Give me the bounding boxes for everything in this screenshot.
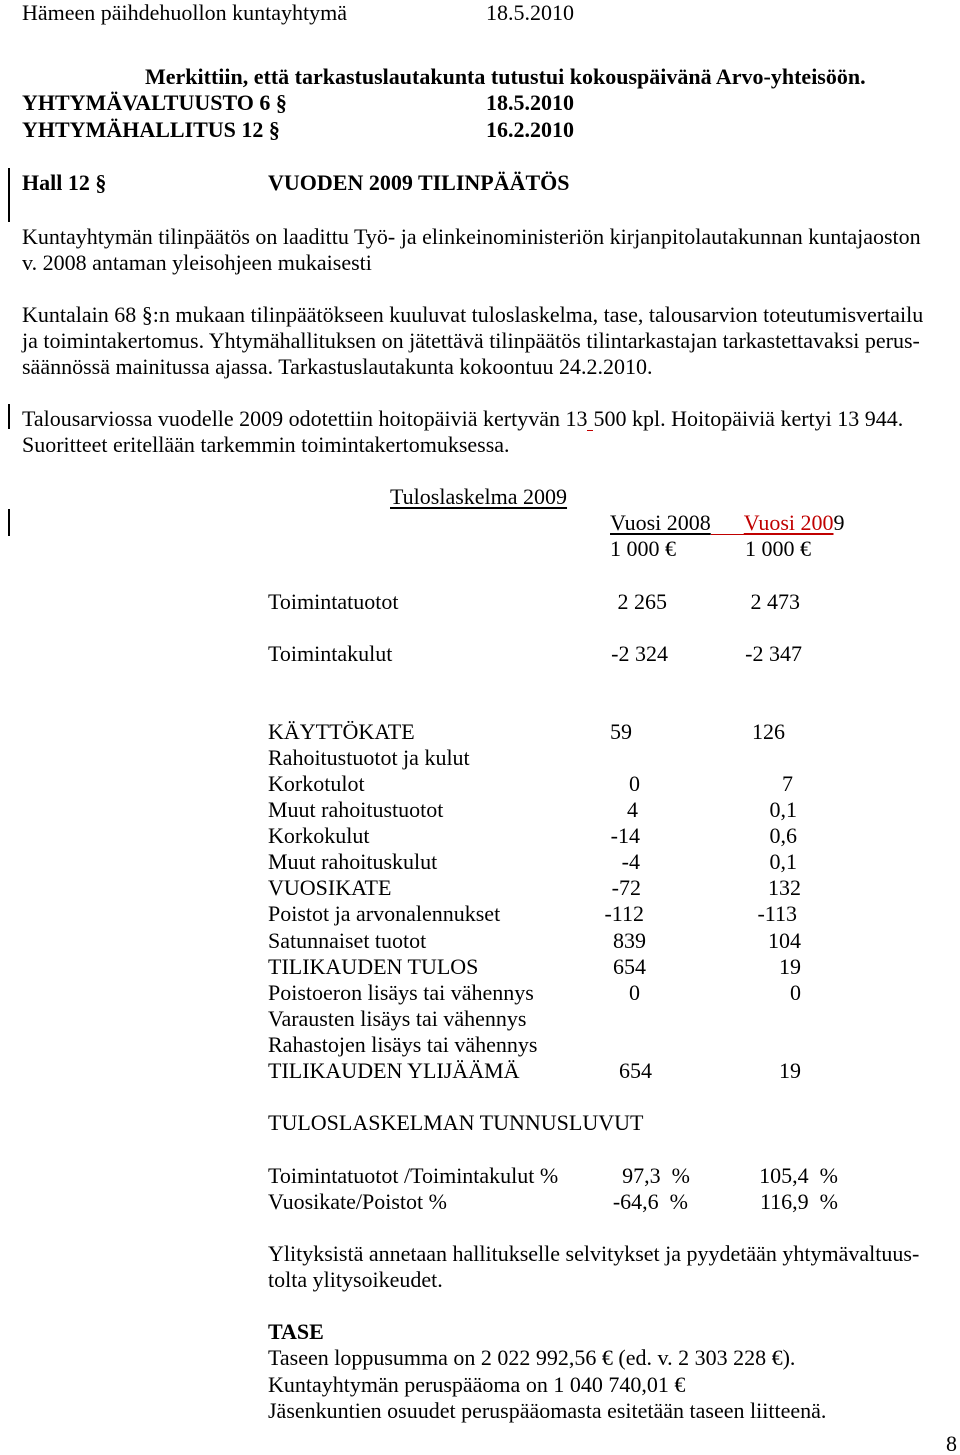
- paragraph-law-line: ja toimintakertomus. Yhtymähallituksen on jätettävä tilinpäätös tilintarkastajan tarkastettavaksi perus-: [22, 328, 920, 353]
- key-figure-2009: 105,4 %: [759, 1163, 838, 1188]
- change-bar: [8, 168, 10, 222]
- row-label: TILIKAUDEN YLIJÄÄMÄ: [268, 1058, 520, 1083]
- paragraph-care-days-line: Suoritteet eritellään tarkemmin toimintakertomuksessa.: [22, 432, 510, 457]
- income-statement-title: Tuloslaskelma 2009: [390, 484, 568, 509]
- care-days-text-after: 500 kpl. Hoitopäiviä kertyi 13 944.: [593, 406, 904, 431]
- key-figure-row: [0, 1189, 960, 1215]
- value-2009: 19: [779, 1058, 801, 1083]
- header-organization: Hämeen päihdehuollon kuntayhtymä: [22, 0, 348, 25]
- value-2009: 0: [790, 980, 801, 1005]
- table-row: [0, 928, 960, 954]
- value-2009: 2 473: [750, 589, 800, 614]
- table-row: [0, 954, 960, 980]
- row-label: TILIKAUDEN TULOS: [268, 954, 479, 979]
- balance-sheet-heading: TASE: [268, 1319, 324, 1344]
- key-figure-2008: -64,6 %: [612, 1189, 688, 1214]
- table-row: [0, 1058, 960, 1084]
- change-bar: [8, 509, 10, 536]
- column-unit-2009: 1 000 €: [745, 536, 811, 561]
- value-2008: 0: [629, 771, 640, 796]
- key-figure-2008: 97,3 %: [622, 1163, 690, 1188]
- value-2008: -112: [604, 901, 644, 926]
- value-2008: -4: [621, 849, 640, 874]
- column-header-2009-tracked-text: Vuosi 200: [743, 510, 834, 535]
- key-figure-row: [0, 1163, 960, 1189]
- row-label: VUOSIKATE: [268, 875, 392, 900]
- section-reference: Hall 12 §: [22, 170, 107, 195]
- tracked-change-underline: [711, 534, 744, 535]
- value-2009: 132: [768, 875, 801, 900]
- column-headers: [610, 510, 845, 536]
- row-label: Rahastojen lisäys tai vähennys: [268, 1032, 538, 1057]
- table-row: [0, 641, 960, 667]
- row-label: Toimintatuotot: [268, 589, 399, 614]
- column-unit-2008: 1 000 €: [610, 536, 676, 561]
- overrun-note-line: Ylityksistä annetaan hallitukselle selvitykset ja pyydetään yhtymävaltuus-: [268, 1241, 920, 1266]
- value-2009: 0,1: [769, 849, 797, 874]
- value-2008: -72: [611, 875, 641, 900]
- row-label: Toimintakulut: [268, 641, 393, 666]
- column-header-2009: [744, 510, 845, 535]
- table-row: [0, 589, 960, 615]
- paragraph-law-line: säännössä mainitussa ajassa. Tarkastuslautakunta kokoontuu 24.2.2010.: [22, 354, 653, 379]
- table-row: [0, 719, 960, 745]
- row-label: Varausten lisäys tai vähennys: [268, 1006, 527, 1031]
- table-row: [0, 745, 960, 771]
- key-figure-label: Toimintatuotot /Toimintakulut %: [268, 1163, 559, 1188]
- value-2008: 4: [627, 797, 638, 822]
- table-row: [0, 771, 960, 797]
- value-2008: -2 324: [611, 641, 668, 666]
- key-figures-title: TULOSLASKELMAN TUNNUSLUVUT: [268, 1110, 644, 1135]
- value-2008: 2 265: [617, 589, 667, 614]
- meeting-date-board: 16.2.2010: [486, 117, 574, 142]
- care-days-text-before: Talousarviossa vuodelle 2009 odotettiin hoitopäiviä kertyvän 13: [22, 406, 588, 431]
- page-number: 8: [946, 1431, 957, 1455]
- value-2008: -14: [610, 823, 640, 848]
- meeting-date-council: 18.5.2010: [486, 90, 574, 115]
- value-2008: 654: [619, 1058, 652, 1083]
- balance-sheet-line: Jäsenkuntien osuudet peruspääomasta esitetään taseen liitteenä.: [268, 1398, 827, 1423]
- table-row: [0, 980, 960, 1006]
- row-label: Muut rahoitustuotot: [268, 797, 444, 822]
- row-label: Korkotulot: [268, 771, 365, 796]
- paragraph-basis-line: Kuntayhtymän tilinpäätös on laadittu Työ- ja elinkeinoministeriön kirjanpitolautakunnan kuntajaoston: [22, 224, 921, 249]
- value-2008: 654: [613, 954, 646, 979]
- value-2009: 104: [768, 928, 801, 953]
- value-2009: 7: [782, 771, 793, 796]
- table-row: [0, 1032, 960, 1058]
- table-row: [0, 823, 960, 849]
- table-row: [0, 901, 960, 927]
- review-note: Merkittiin, että tarkastuslautakunta tutustui kokouspäivänä Arvo-yhteisöön.: [145, 64, 866, 89]
- value-2009: -113: [757, 901, 797, 926]
- header-date: 18.5.2010: [486, 0, 574, 25]
- change-bar: [8, 404, 10, 429]
- value-2008: 59: [610, 719, 632, 744]
- key-figure-2009: 116,9 %: [759, 1189, 838, 1214]
- key-figure-label: Vuosikate/Poistot %: [268, 1189, 447, 1214]
- paragraph-basis-line: v. 2008 antaman yleisohjeen mukaisesti: [22, 250, 372, 275]
- column-header-2009-rest: 9: [833, 510, 845, 535]
- table-row: [0, 875, 960, 901]
- balance-sheet-line: Taseen loppusumma on 2 022 992,56 € (ed. v. 2 303 228 €).: [268, 1345, 796, 1370]
- column-header-2008: Vuosi 2008: [610, 510, 711, 535]
- meeting-body-board: YHTYMÄHALLITUS 12 §: [22, 117, 280, 142]
- row-label: Muut rahoituskulut: [268, 849, 438, 874]
- overrun-note-line: tolta ylitysoikeudet.: [268, 1267, 443, 1292]
- meeting-body-council: YHTYMÄVALTUUSTO 6 §: [22, 90, 287, 115]
- value-2008: 0: [629, 980, 640, 1005]
- value-2009: 0,6: [769, 823, 797, 848]
- table-row: [0, 797, 960, 823]
- value-2009: 19: [779, 954, 801, 979]
- value-2009: 0,1: [769, 797, 797, 822]
- paragraph-law-line: Kuntalain 68 §:n mukaan tilinpäätökseen kuuluvat tuloslaskelma, tase, talousarvion toteutumisvertailu: [22, 302, 924, 327]
- table-row: [0, 1006, 960, 1032]
- row-label: KÄYTTÖKATE: [268, 719, 415, 744]
- section-title: VUODEN 2009 TILINPÄÄTÖS: [268, 170, 570, 195]
- balance-sheet-line: Kuntayhtymän peruspääoma on 1 040 740,01 €: [268, 1372, 686, 1397]
- value-2009: -2 347: [745, 641, 802, 666]
- table-row: [0, 849, 960, 875]
- row-label: Poistot ja arvonalennukset: [268, 901, 501, 926]
- row-label: Poistoeron lisäys tai vähennys: [268, 980, 534, 1005]
- value-2009: 126: [752, 719, 785, 744]
- row-label: Korkokulut: [268, 823, 370, 848]
- paragraph-care-days-line: [22, 406, 903, 432]
- value-2008: 839: [613, 928, 646, 953]
- row-label: Satunnaiset tuotot: [268, 928, 427, 953]
- row-label: Rahoitustuotot ja kulut: [268, 745, 470, 770]
